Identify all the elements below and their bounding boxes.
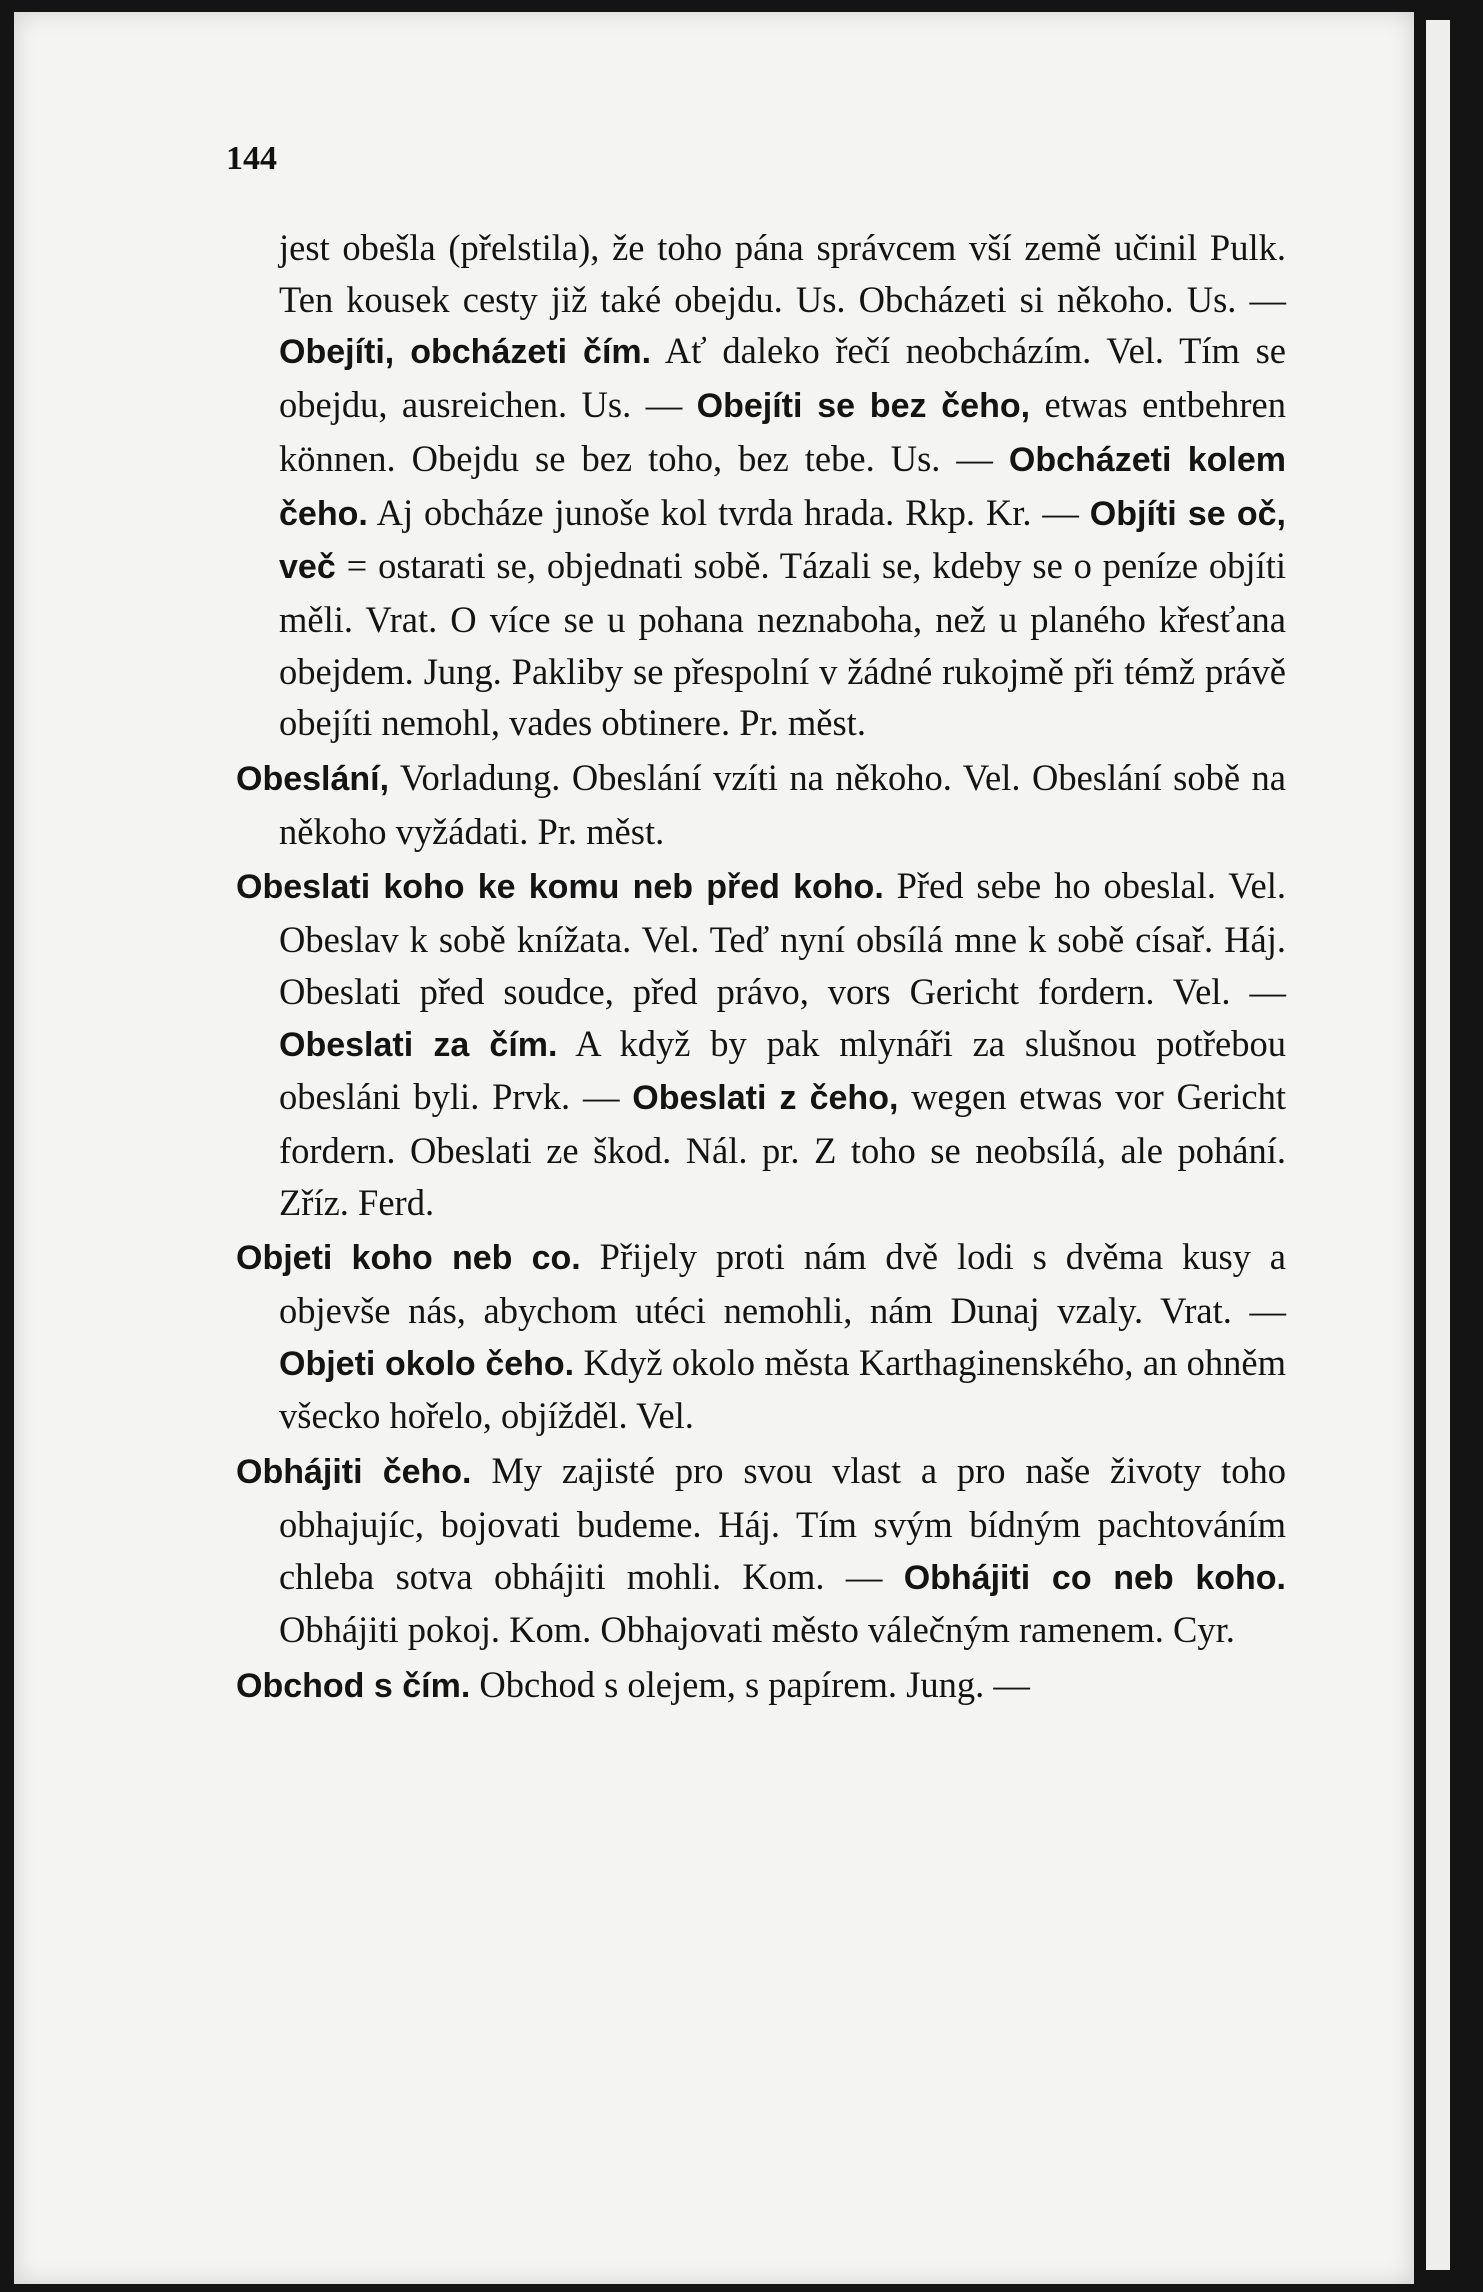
sub-headword: Objeti okolo čeho. xyxy=(279,1344,575,1383)
sub-headword: Objíti se oč, več xyxy=(279,494,1287,587)
entry-headword: Obeslání, xyxy=(236,760,390,799)
entry-headword: Obhájiti čeho. xyxy=(236,1453,472,1492)
entry-text: Obchod s olejem, s papírem. Jung. — xyxy=(470,1663,1030,1705)
sub-headword: Obeslati za čím. xyxy=(279,1025,558,1064)
dictionary-entry xyxy=(236,752,1286,857)
sub-headword: Obhájiti co neb koho. xyxy=(903,1558,1286,1597)
entry-text: A když by pak mlynáři za slušnou potřebou obesláni byli. Prvk. — xyxy=(279,1022,1286,1118)
entry-text: Aj obcháze junoše kol tvrda hrada. Rkp. Kr. — xyxy=(367,491,1090,533)
dictionary-entry xyxy=(236,1231,1286,1442)
entry-text: etwas entbehren können. Obejdu se bez toho, bez tebe. Us. — xyxy=(279,384,1286,479)
next-page-edge xyxy=(1426,20,1450,2270)
entry-headword: Obchod s čím. xyxy=(236,1666,471,1705)
entry-text: Vorladung. Obeslání vzíti na někoho. Vel. Obeslání sobě na někoho vyžádati. Pr. měst. xyxy=(279,757,1286,852)
dictionary-text xyxy=(236,222,1286,1716)
entry-text: Když okolo města Karthaginenského, an ohněm všecko hořelo, objížděl. Vel. xyxy=(279,1341,1286,1437)
entry-text: My zajisté pro svou vlast a pro naše životy toho obhajujíc, bojovati budeme. Háj. Tím svým bídným pachtováním chleba sotva obhájiti mohli. Kom. — xyxy=(279,1450,1286,1597)
dictionary-entry xyxy=(236,222,1286,749)
dictionary-entry xyxy=(236,1445,1286,1656)
entry-text: jest obešla (přelstila), že toho pána správcem vší země učinil Pulk. Ten kousek cesty již také obejdu. Us. Obcházeti si někoho. Us. — xyxy=(279,227,1286,320)
entry-text: wegen etwas vor Gericht fordern. Obeslati ze škod. Nál. pr. Z toho se neobsílá, ale pohání. Zříz. Ferd. xyxy=(279,1076,1287,1223)
entry-text: Před sebe ho obeslal. Vel. Obeslav k sobě knížata. Vel. Teď nyní obsílá mne k sobě císař. Háj. Obeslati před soudce, před právo, vors Gericht fordern. Vel. — xyxy=(279,865,1286,1012)
sub-headword: Obcházeti kolem čeho. xyxy=(279,440,1286,533)
entry-headword: Objeti koho neb co. xyxy=(236,1239,581,1278)
sub-headword: Obeslati z čeho, xyxy=(632,1079,899,1118)
entry-text: Ať daleko řečí neobcházím. Vel. Tím se obejdu, ausreichen. Us. — xyxy=(279,330,1286,426)
page-number: 144 xyxy=(226,140,277,177)
entry-text: Přijely proti nám dvě lodi s dvěma kusy a objevše nás, abychom utéci nemohli, nám Dunaj vzaly. Vrat. — xyxy=(279,1236,1286,1332)
entry-text: Obhájiti pokoj. Kom. Obhajovati město válečným ramenem. Cyr. xyxy=(279,1609,1235,1651)
sub-headword: Obejíti se bez čeho, xyxy=(696,387,1031,426)
sub-headword: Obejíti, obcházeti čím. xyxy=(279,333,652,372)
dictionary-entry xyxy=(236,860,1286,1228)
entry-headword: Obeslati koho ke komu neb před koho. xyxy=(236,868,884,907)
dictionary-entry xyxy=(236,1659,1286,1713)
entry-text: = ostarati se, objednati sobě. Tázali se, kdeby se o peníze objíti měli. Vrat. O více se u pohana neznaboha, než u planého křesťana obejdem. Jung. Pakliby se přespolní v žádné rukojmě při témž právě obejíti nemohl, vades obtinere. Pr. měst. xyxy=(279,545,1286,744)
